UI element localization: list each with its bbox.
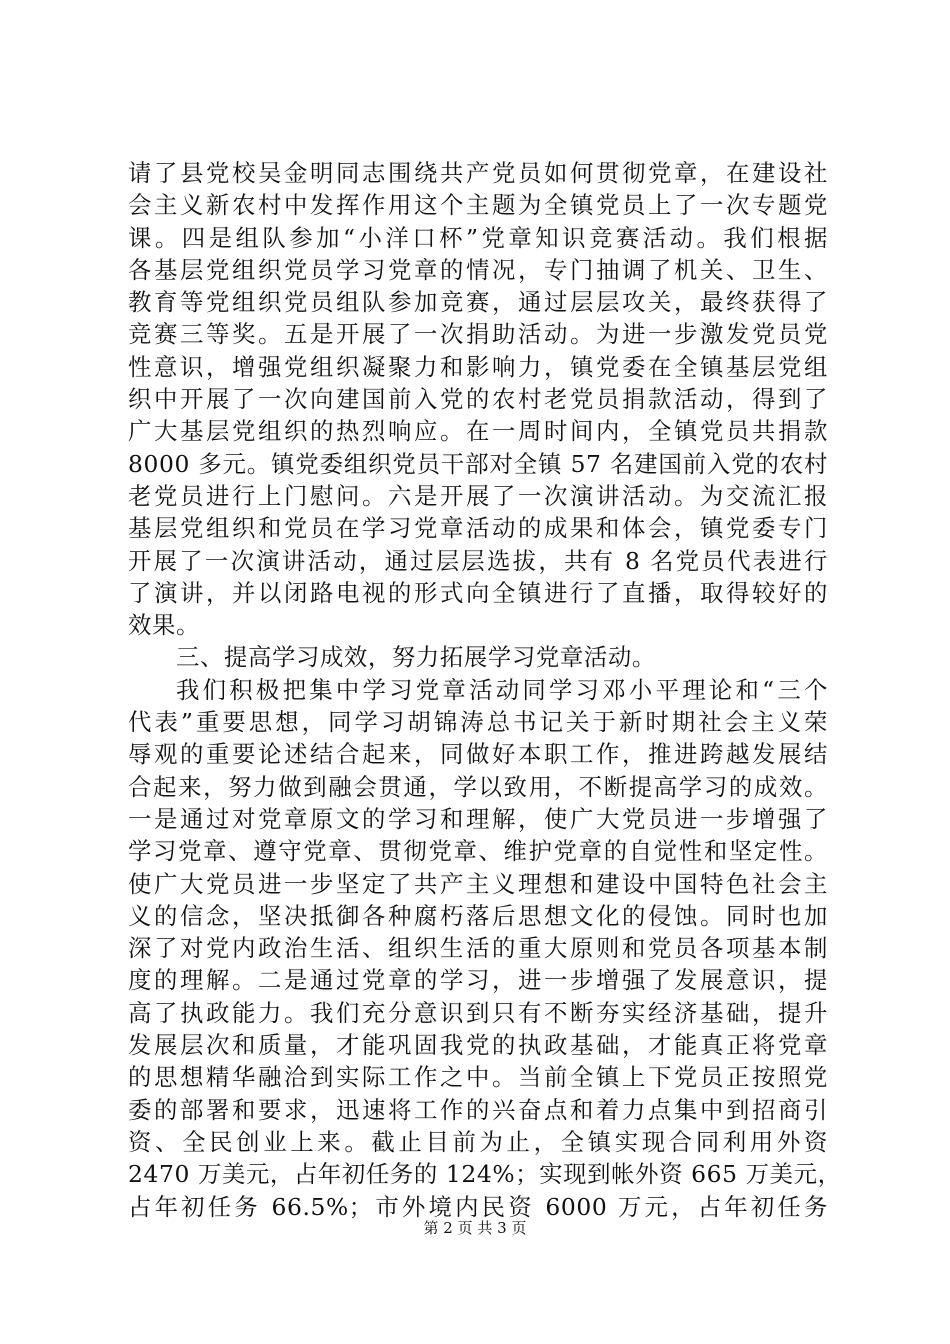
text-line: 教育等党组织党员组队参加竞赛，通过层层攻关，最终获得了 [128,288,828,317]
text-line: 广大基层党组织的热烈响应。在一周时间内，全镇党员共捐款 [128,417,828,446]
text-line: 高了执政能力。我们充分意识到只有不断夯实经济基础，提升 [128,998,828,1027]
text-line: 学习党章、遵守党章、贯彻党章、维护党章的自觉性和坚定性。 [128,837,828,866]
text-line: 老党员进行上门慰问。六是开展了一次演讲活动。为交流汇报 [128,481,828,510]
page-number: 第 2 页 共 3 页 [423,1219,527,1237]
text-line: 辱观的重要论述结合起来，同做好本职工作，推进跨越发展结 [128,740,828,769]
text-line: 合起来，努力做到融会贯通，学以致用，不断提高学习的成效。 [128,772,828,801]
text-line: 基层党组织和党员在学习党章活动的成果和体会，镇党委专门 [128,514,828,543]
text-line: 一是通过对党章原文的学习和理解，使广大党员进一步增强了 [128,804,828,833]
text-line: 占年初任务 66.5%；市外境内民资 6000 万元，占年初任务 [128,1192,828,1221]
text-line: 发展层次和质量，才能巩固我党的执政基础，才能真正将党章 [128,1031,828,1060]
text-line: 织中开展了一次向建国前入党的农村老党员捐款活动，得到了 [128,385,828,414]
text-line: 会主义新农村中发挥作用这个主题为全镇党员上了一次专题党 [128,191,828,220]
text-line: 代表”重要思想，同学习胡锦涛总书记关于新时期社会主义荣 [128,708,828,737]
text-line: 资、全民创业上来。截止目前为止，全镇实现合同利用外资 [128,1127,828,1156]
text-line: 8000 多元。镇党委组织党员干部对全镇 57 名建国前入党的农村 [128,449,828,478]
text-line: 了演讲，并以闭路电视的形式向全镇进行了直播，取得较好的 [128,578,828,607]
text-line: 度的理解。二是通过党章的学习，进一步增强了发展意识，提 [128,966,828,995]
section-heading: 三、提高学习成效，努力拓展学习党章活动。 [176,643,656,672]
text-line: 竞赛三等奖。五是开展了一次捐助活动。为进一步激发党员党 [128,320,828,349]
text-line: 我们积极把集中学习党章活动同学习邓小平理论和“三个 [176,675,828,704]
text-line: 深了对党内政治生活、组织生活的重大原则和党员各项基本制 [128,934,828,963]
text-line: 请了县党校吴金明同志围绕共产党员如何贯彻党章，在建设社 [128,159,828,187]
text-line: 2470 万美元，占年初任务的 124%；实现到帐外资 665 万美元， [128,1160,842,1189]
text-line: 效果。 [128,611,200,640]
text-line: 课。四是组队参加“小洋口杯”党章知识竞赛活动。我们根据 [128,223,828,252]
text-line: 义的信念，坚决抵御各种腐朽落后思想文化的侵蚀。同时也加 [128,901,828,930]
text-line: 性意识，增强党组织凝聚力和影响力，镇党委在全镇基层党组 [128,352,828,381]
body-text [128,157,842,1223]
text-line: 的思想精华融洽到实际工作之中。当前全镇上下党员正按照党 [128,1063,828,1092]
text-line: 使广大党员进一步坚定了共产主义理想和建设中国特色社会主 [128,869,828,898]
text-line: 开展了一次演讲活动，通过层层选拔，共有 8 名党员代表进行 [128,546,828,575]
text-line: 各基层党组织党员学习党章的情况，专门抽调了机关、卫生、 [128,255,828,284]
page-footer [0,1218,950,1238]
text-line: 委的部署和要求，迅速将工作的兴奋点和着力点集中到招商引 [128,1095,828,1124]
